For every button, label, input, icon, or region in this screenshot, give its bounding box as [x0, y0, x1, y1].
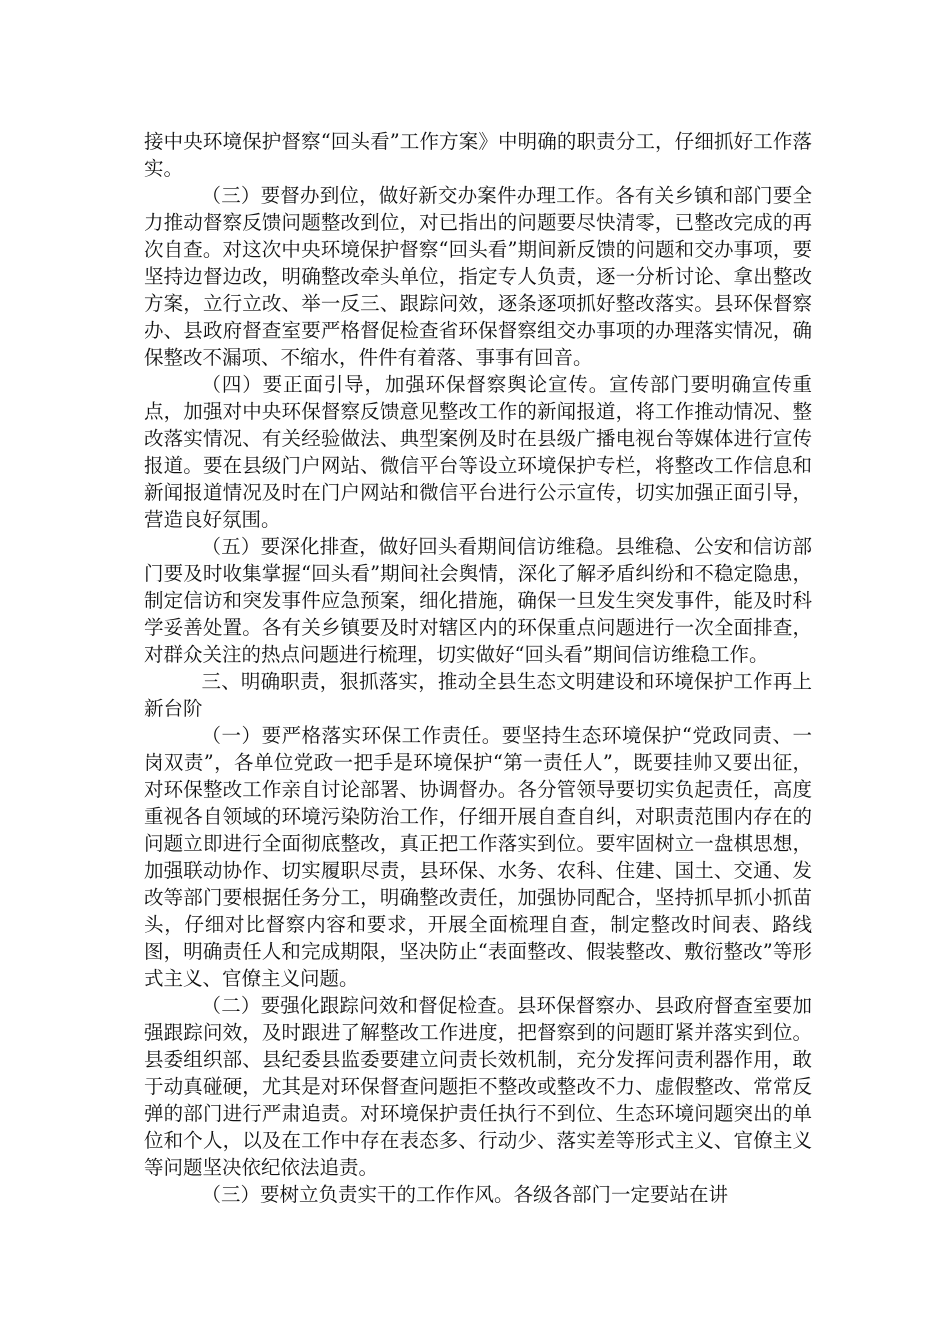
paragraph-part-3-item-3: （三）要树立负责实干的工作作风。各级各部门一定要站在讲: [201, 1183, 729, 1206]
paragraph-section-5-petitions: （五）要深化排查，做好回头看期间信访维稳。县维稳、公安和信访部门要及时收集掌握“回头看”期间社会舆情，深化了解矛盾纠纷和不稳定隐患，制定信访和突发事件应急预案，细化措施，确保一旦发生突发事件，能及时科学妥善处置。各有关乡镇要及时对辖区内的环保重点问题进行一次全面排查，对群众关注的热点问题进行梳理，切实做好“回头看”期间信访维稳工作。: [144, 535, 812, 666]
paragraph-part-3-item-1: （一）要严格落实环保工作责任。要坚持生态环境保护“党政同责、一岗双责”，各单位党政一把手是环境保护“第一责任人”，既要挂帅又要出征，对环保整改工作亲自讨论部署、协调督办。各分管领导要切实负起责任，高度重视各自领域的环境污染防治工作，仔细开展自查自纠，对职责范围内存在的问题立即进行全面彻底整改，真正把工作落实到位。要牢固树立一盘棋思想，加强联动协作、切实履职尽责，县环保、水务、农科、住建、国土、交通、发改等部门要根据任务分工，明确整改责任，加强协同配合，坚持抓早抓小抓苗头，仔细对比督察内容和要求，开展全面梳理自查，制定整改时间表、路线图，明确责任人和完成期限，坚决防止“表面整改、假装整改、敷衍整改”等形式主义、官僚主义问题。: [144, 724, 812, 990]
paragraph-section-4-publicity: （四）要正面引导，加强环保督察舆论宣传。宣传部门要明确宣传重点，加强对中央环保督察反馈意见整改工作的新闻报道，将工作推动情况、整改落实情况、有关经验做法、典型案例及时在县级广播电视台等媒体进行宣传报道。要在县级门户网站、微信平台等设立环境保护专栏，将整改工作信息和新闻报道情况及时在门户网站和微信平台进行公示宣传，切实加强正面引导，营造良好氛围。: [144, 373, 812, 531]
paragraph-part-3-item-2: （二）要强化跟踪问效和督促检查。县环保督察办、县政府督查室要加强跟踪问效，及时跟进了解整改工作进度，把督察到的问题盯紧并落实到位。县委组织部、县纪委县监委要建立问责长效机制，充分发挥问责利器作用，敢于动真碰硬，尤其是对环保督查问题拒不整改或整改不力、虚假整改、常常反弹的部门进行严肃追责。对环境保护责任执行不到位、生态环境问题突出的单位和个人，以及在工作中存在表态多、行动少、落实差等形式主义、官僚主义等问题坚决依纪依法追责。: [144, 994, 812, 1179]
heading-part-3: 三、明确职责，狠抓落实，推动全县生态文明建设和环境保护工作再上新台阶: [144, 670, 812, 720]
paragraph-continuation: 接中央环境保护督察“回头看”工作方案》中明确的职责分工，仔细抓好工作落实。: [144, 130, 812, 180]
paragraph-section-3-supervision: （三）要督办到位，做好新交办案件办理工作。各有关乡镇和部门要全力推动督察反馈问题整改到位，对已指出的问题要尽快清零，已整改完成的再次自查。对这次中央环境保护督察“回头看”期间新反馈的问题和交办事项，要坚持边督边改，明确整改牵头单位，指定专人负责，逐一分析讨论、拿出整改方案，立行立改、举一反三、跟踪问效，逐条逐项抓好整改落实。县环保督察办、县政府督查室要严格督促检查省环保督察组交办事项的办理落实情况，确保整改不漏项、不缩水，件件有着落、事事有回音。: [144, 184, 812, 369]
document-body: [144, 128, 812, 1208]
